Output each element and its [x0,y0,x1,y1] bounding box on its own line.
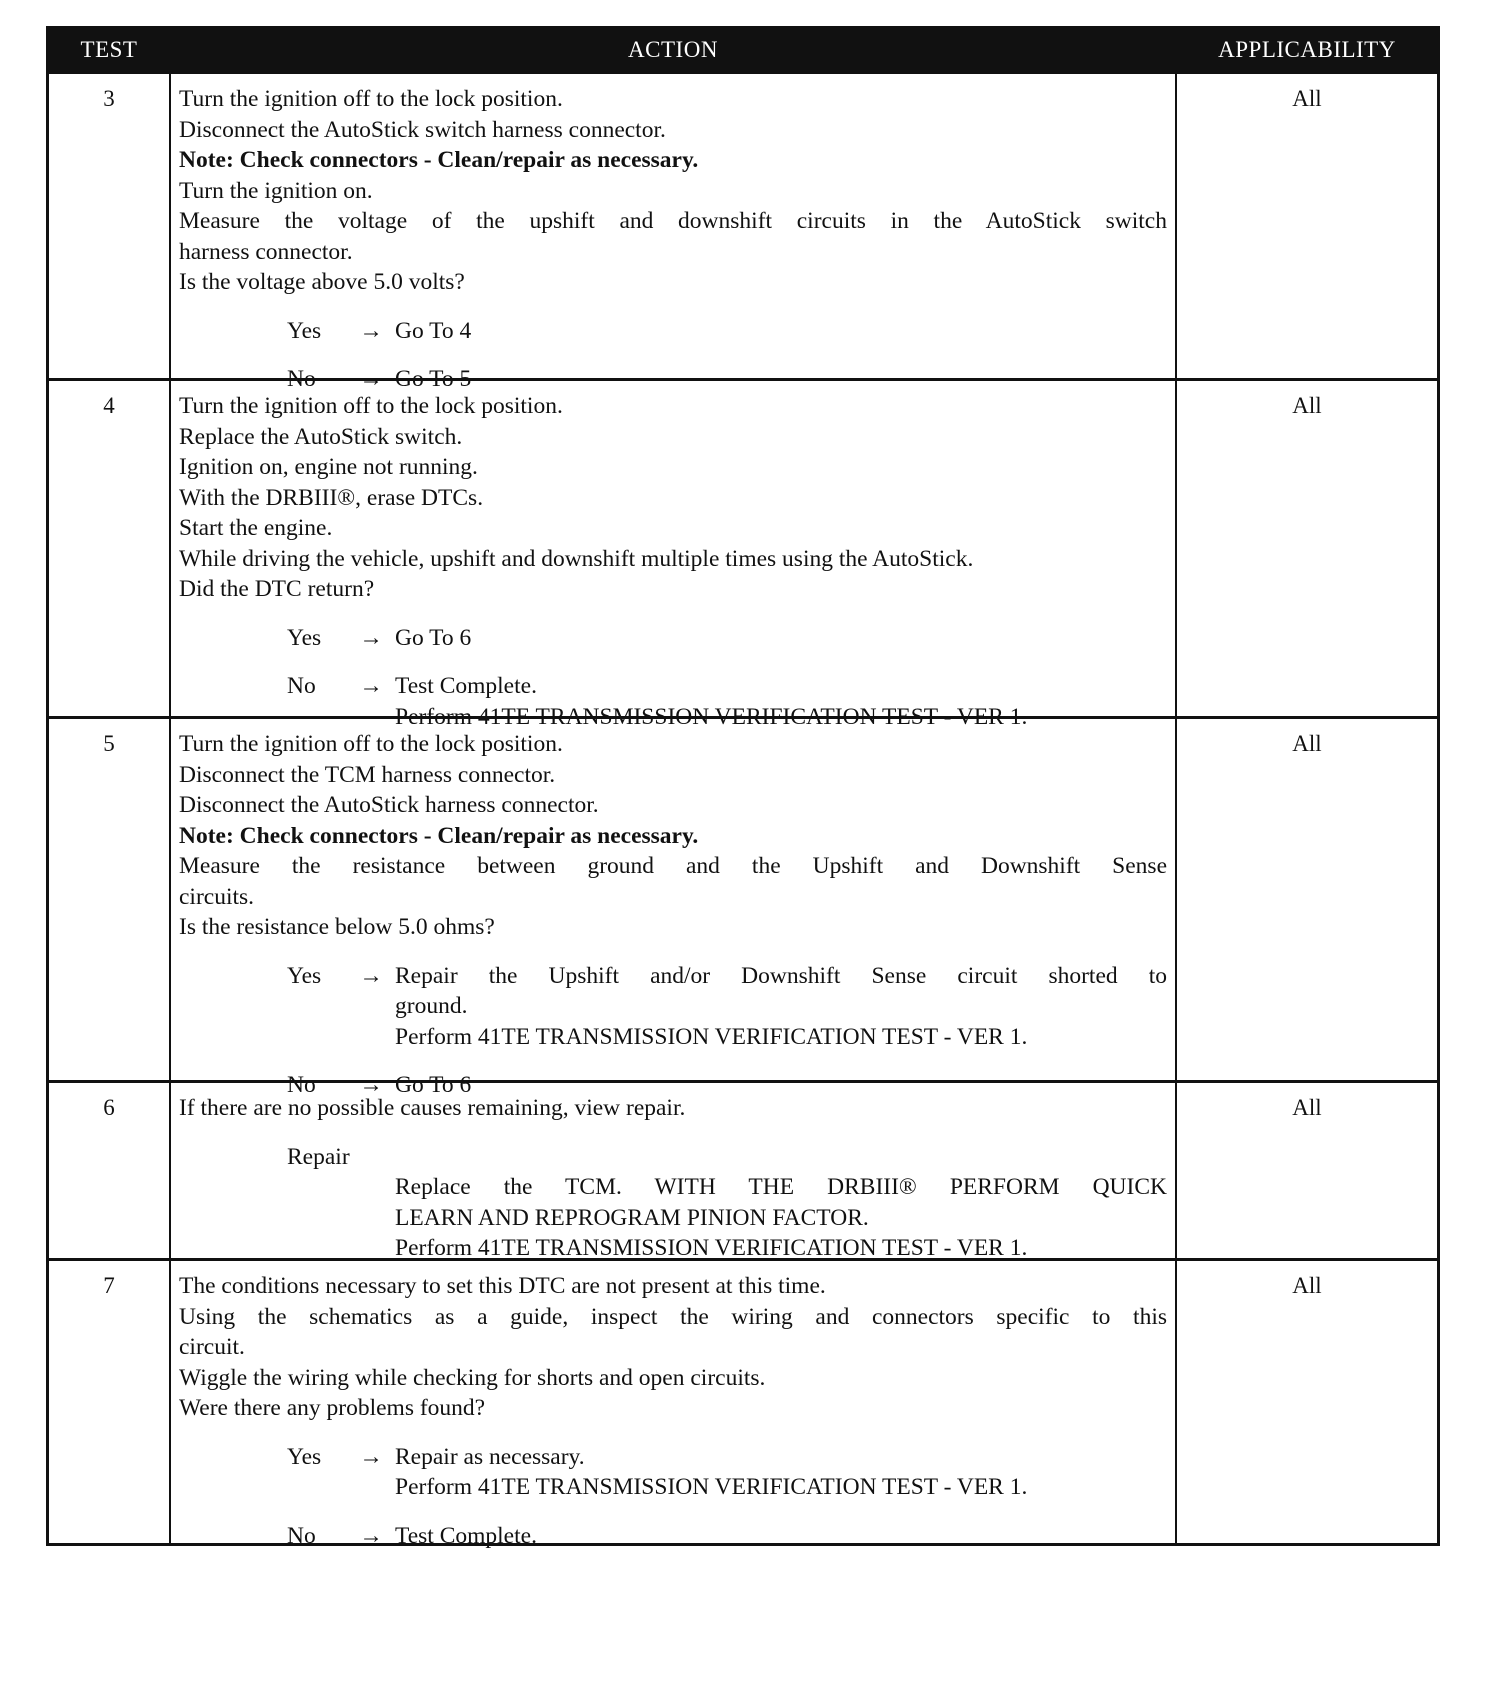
header-applicability: APPLICABILITY [1218,37,1396,62]
answer-label: Yes [287,317,322,344]
answer-label: No [287,366,316,392]
instruction-line: Turn the ignition off to the lock position. [179,731,563,757]
instruction-line: With the DRBIII®, erase DTCs. [179,484,484,511]
instruction-line: harness connector. [179,238,353,265]
instruction-line: Wiggle the wiring while checking for shorts and open circuits. [179,1364,766,1391]
table-body [49,71,1437,1549]
result-line: Perform 41TE TRANSMISSION VERIFICATION TEST - VER 1. [395,1023,1028,1050]
instruction-line: Note: Check connectors - Clean/repair as necessary. [179,822,699,849]
result-line: Perform 41TE TRANSMISSION VERIFICATION TEST - VER 1. [395,1474,1028,1500]
test-number: 4 [103,393,115,418]
instruction-line: If there are no possible causes remaining, view repair. [179,1095,686,1121]
answer-result [395,623,1167,654]
repair-label: Repair [287,1143,350,1170]
answer-label: Yes [287,962,322,989]
answer-label: No [287,1072,316,1098]
instruction-line: Start the engine. [179,515,333,541]
applicability-value: All [1292,86,1322,111]
table-row [49,716,1437,1098]
result-line: Go To 5 [395,366,472,392]
test-number: 5 [103,731,115,756]
applicability-value: All [1292,731,1322,756]
instruction-line: Turn the ignition off to the lock position. [179,86,563,112]
arrow-icon: → [359,624,383,651]
result-line: Repair the Upshift and/or Downshift Sense circuit shorted to [395,962,1167,989]
instruction-line: Replace the AutoStick switch. [179,423,463,450]
action-cell [169,74,1177,392]
result-line: Go To 4 [395,317,472,344]
result-line: Go To 6 [395,624,472,651]
arrow-icon: → [359,1443,383,1470]
action-cell [169,1083,1177,1261]
answer-yes [179,623,1167,654]
applicability-value: All [1292,1273,1322,1298]
instruction-line: Were there any problems found? [179,1395,486,1421]
header-action: ACTION [628,37,718,62]
answer-no [179,1521,1167,1552]
action-cell [169,381,1177,730]
instruction-line: circuits. [179,883,255,910]
answer-result [395,1442,1167,1503]
answer-label: Yes [287,1443,322,1470]
diagnostic-test-table [46,26,1440,1549]
answer-result [395,316,1167,347]
instruction-line: circuit. [179,1334,245,1360]
answer-yes [179,1442,1167,1503]
table-row [49,1080,1437,1261]
arrow-icon: → [359,1072,383,1098]
instruction-line: Is the resistance below 5.0 ohms? [179,914,495,940]
repair-body [395,1172,1167,1264]
result-line: Test Complete. [395,673,537,699]
instruction-line: While driving the vehicle, upshift and downshift multiple times using the AutoStick. [179,545,974,572]
table-row [49,71,1437,392]
answer-label: Yes [287,624,322,651]
result-line: ground. [395,993,468,1019]
test-number: 3 [103,86,115,111]
instruction-line: Measure the voltage of the upshift and downshift circuits in the AutoStick switch [179,208,1167,234]
result-line: Perform 41TE TRANSMISSION VERIFICATION TEST - VER 1. [395,703,1028,730]
repair-line: Replace the TCM. WITH THE DRBIII® PERFORM QUICK [395,1174,1167,1200]
arrow-icon: → [359,962,383,989]
table-row [49,1258,1437,1549]
result-line: Repair as necessary. [395,1443,585,1470]
instruction-line: Disconnect the AutoStick switch harness connector. [179,116,666,143]
action-cell [169,719,1177,1098]
instruction-line: Note: Check connectors - Clean/repair as necessary. [179,147,699,173]
test-number: 6 [103,1095,115,1120]
instruction-line: Measure the resistance between ground and the Upshift and Downshift Sense [179,853,1167,879]
instruction-line: Disconnect the TCM harness connector. [179,761,556,788]
arrow-icon: → [359,317,383,344]
result-line: Test Complete. [395,1522,537,1549]
repair-line: LEARN AND REPROGRAM PINION FACTOR. [395,1204,869,1231]
arrow-icon: → [359,366,383,392]
applicability-value: All [1292,1095,1322,1120]
instruction-line: Did the DTC return? [179,576,375,602]
test-number: 7 [103,1273,115,1298]
instruction-line: Turn the ignition off to the lock position. [179,393,563,419]
action-cell [169,1261,1177,1549]
answer-result [395,1521,1167,1552]
instruction-line: Disconnect the AutoStick harness connector. [179,792,599,818]
answer-result [395,961,1167,1053]
instruction-line: Ignition on, engine not running. [179,454,478,480]
table-row [49,378,1437,730]
instruction-line: Turn the ignition on. [179,177,373,204]
result-line: Go To 6 [395,1072,472,1098]
instruction-line: Is the voltage above 5.0 volts? [179,269,465,295]
header-test: TEST [80,37,138,62]
answer-yes [179,316,1167,347]
answer-label: No [287,673,316,699]
applicability-value: All [1292,393,1322,418]
answer-yes [179,961,1167,1053]
instruction-line: The conditions necessary to set this DTC are not present at this time. [179,1273,826,1299]
instruction-line: Using the schematics as a guide, inspect the wiring and connectors specific to this [179,1303,1167,1330]
table-header [49,29,1437,71]
answer-label: No [287,1522,316,1549]
arrow-icon: → [359,1522,383,1549]
arrow-icon: → [359,673,383,699]
repair-line: Perform 41TE TRANSMISSION VERIFICATION TEST - VER 1. [395,1235,1028,1261]
